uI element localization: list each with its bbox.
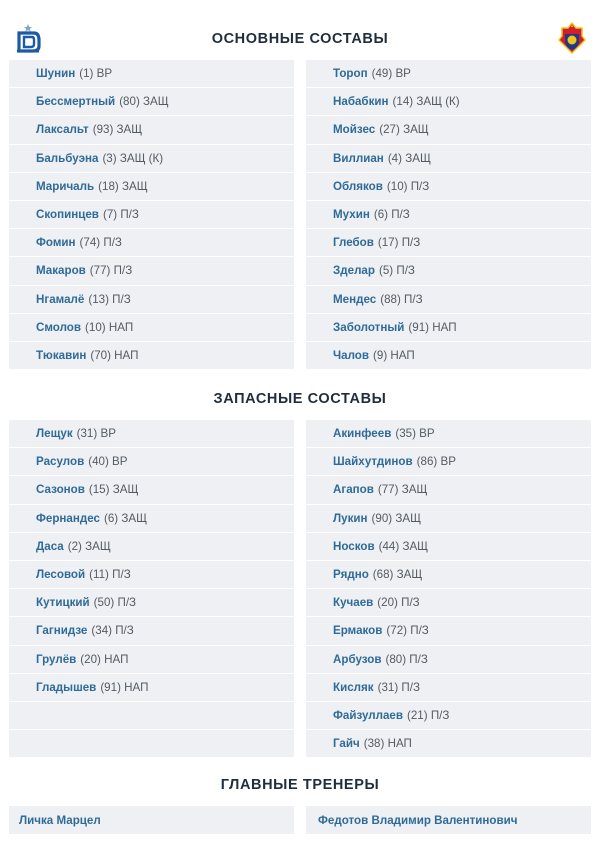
player-row <box>306 229 591 257</box>
player-name-link[interactable]: Лаксальт <box>36 123 89 137</box>
player-number-position: (6) П/З <box>373 208 410 222</box>
player-name-link[interactable]: Файзуллаев <box>333 708 403 722</box>
player-name-link[interactable]: Бессмертный <box>36 95 116 109</box>
player-number-position: (31) П/З <box>377 680 420 694</box>
away-main-lineup <box>306 60 591 370</box>
player-row <box>9 88 294 116</box>
player-row <box>306 646 591 674</box>
player-name-link[interactable]: Набабкин <box>333 95 389 109</box>
player-name-link[interactable]: Носков <box>333 539 375 553</box>
home-substitutes <box>9 420 294 758</box>
player-name-link[interactable]: Кучаев <box>333 596 374 610</box>
player-row <box>9 702 294 730</box>
player-name-link[interactable]: Нгамалё <box>36 292 85 306</box>
player-row <box>9 173 294 201</box>
player-name-link[interactable]: Зделар <box>333 264 375 278</box>
player-name-link[interactable]: Мойзес <box>333 123 376 137</box>
player-row <box>9 730 294 758</box>
player-row <box>306 60 591 88</box>
player-number-position: (14) ЗАЩ (К) <box>392 95 460 109</box>
player-number-position: (77) П/З <box>89 264 133 278</box>
player-number-position: (10) НАП <box>85 320 134 334</box>
player-name-link[interactable]: Лещук <box>36 427 73 441</box>
player-name-link[interactable]: Лесовой <box>36 568 86 582</box>
player-row <box>306 448 591 476</box>
player-number-position: (5) П/З <box>378 264 415 278</box>
player-row <box>306 116 591 144</box>
player-name-link[interactable]: Даса <box>36 539 64 553</box>
player-row <box>9 257 294 285</box>
player-name-link[interactable]: Гагнидзе <box>36 624 88 638</box>
player-name-link[interactable]: Грулёв <box>36 652 77 666</box>
player-row <box>306 505 591 533</box>
player-row <box>306 257 591 285</box>
player-number-position: (77) ЗАЩ <box>377 483 428 497</box>
player-number-position: (44) ЗАЩ <box>378 539 429 553</box>
player-row <box>9 617 294 645</box>
player-row <box>306 286 591 314</box>
player-row <box>9 60 294 88</box>
player-row <box>9 674 294 702</box>
player-name-link[interactable]: Гладышев <box>36 680 97 694</box>
player-name-link[interactable]: Обляков <box>333 179 383 193</box>
player-number-position: (93) ЗАЩ <box>92 123 143 137</box>
player-number-position: (74) П/З <box>79 236 122 250</box>
player-number-position: (15) ЗАЩ <box>88 483 139 497</box>
player-number-position: (34) П/З <box>91 624 134 638</box>
player-name-link[interactable]: Маричаль <box>36 179 95 193</box>
player-number-position: (6) ЗАЩ <box>103 511 147 525</box>
player-number-position: (11) П/З <box>89 568 131 582</box>
player-row <box>9 476 294 504</box>
player-number-position: (9) НАП <box>373 348 415 362</box>
player-number-position: (91) НАП <box>408 320 457 334</box>
player-row <box>9 589 294 617</box>
player-row <box>306 173 591 201</box>
player-name-link[interactable]: Глебов <box>333 236 374 250</box>
player-name-link[interactable]: Бальбуэна <box>36 151 99 165</box>
player-row <box>306 314 591 342</box>
player-row <box>306 476 591 504</box>
player-row <box>9 201 294 229</box>
player-number-position: (70) НАП <box>90 348 139 362</box>
player-name-link[interactable]: Фернандес <box>36 511 100 525</box>
player-number-position: (35) ВР <box>395 427 435 441</box>
player-number-position: (7) П/З <box>102 208 139 222</box>
player-name-link[interactable]: Шайхутдинов <box>333 455 413 469</box>
player-number-position: (21) П/З <box>407 708 450 722</box>
player-number-position: (80) П/З <box>385 652 428 666</box>
player-number-position: (49) ВР <box>371 67 411 81</box>
player-row <box>306 730 591 758</box>
player-number-position: (90) ЗАЩ <box>371 511 421 525</box>
player-name-link[interactable]: Акинфеев <box>333 427 392 441</box>
away-substitutes <box>306 420 591 758</box>
player-number-position: (80) ЗАЩ <box>119 95 169 109</box>
player-number-position: (88) П/З <box>380 292 423 306</box>
player-name-link[interactable]: Сазонов <box>36 483 85 497</box>
player-number-position: (68) ЗАЩ <box>372 568 423 582</box>
away-coach[interactable]: Федотов Владимир Валентинович <box>306 806 591 834</box>
player-number-position: (4) ЗАЩ <box>387 151 431 165</box>
player-row <box>306 589 591 617</box>
player-row <box>306 533 591 561</box>
player-name-link[interactable]: Гайч <box>333 737 360 751</box>
player-name-link[interactable]: Макаров <box>36 264 86 278</box>
player-number-position: (20) НАП <box>80 652 129 666</box>
player-row <box>9 646 294 674</box>
main-lineups-heading: ОСНОВНЫЕ СОСТАВЫ <box>211 31 389 47</box>
player-name-link[interactable]: Чалов <box>333 348 370 362</box>
player-name-link[interactable]: Арбузов <box>333 652 382 666</box>
player-name-link[interactable]: Смолов <box>36 320 82 334</box>
player-number-position: (13) П/З <box>88 292 131 306</box>
player-row <box>9 145 294 173</box>
player-row <box>306 88 591 116</box>
player-name-link[interactable]: Рядно <box>333 568 369 582</box>
player-name-link[interactable]: Агапов <box>333 483 374 497</box>
player-row <box>306 145 591 173</box>
player-name-link[interactable]: Кисляк <box>333 680 374 694</box>
player-number-position: (1) ВР <box>79 67 113 81</box>
player-name-link[interactable]: Ермаков <box>333 624 383 638</box>
player-name-link[interactable]: Шунин <box>36 67 76 81</box>
player-row <box>306 342 591 370</box>
head-coaches-heading: ГЛАВНЫЕ ТРЕНЕРЫ <box>220 777 380 793</box>
player-number-position: (17) П/З <box>377 236 421 250</box>
player-name-link[interactable]: Тюкавин <box>36 348 87 362</box>
player-number-position: (18) ЗАЩ <box>98 179 148 193</box>
player-name-link[interactable]: Скопинцев <box>36 208 99 222</box>
player-row <box>9 116 294 144</box>
player-name-link[interactable]: Тороп <box>333 67 368 81</box>
player-row <box>306 617 591 645</box>
player-number-position: (20) П/З <box>377 596 420 610</box>
player-number-position: (38) НАП <box>363 737 412 751</box>
player-row <box>9 505 294 533</box>
player-name-link[interactable]: Расулов <box>36 455 85 469</box>
player-row <box>9 342 294 370</box>
player-number-position: (3) ЗАЩ (К) <box>102 151 164 165</box>
player-name-link[interactable]: Заболотный <box>333 320 405 334</box>
player-name-link[interactable]: Кутицкий <box>36 596 90 610</box>
player-row <box>9 561 294 589</box>
player-name-link[interactable]: Виллиан <box>333 151 384 165</box>
player-number-position: (2) ЗАЩ <box>67 539 111 553</box>
player-row <box>9 286 294 314</box>
player-name-link[interactable]: Фомин <box>36 236 76 250</box>
player-number-position: (91) НАП <box>100 680 149 694</box>
substitutes-heading: ЗАПАСНЫЕ СОСТАВЫ <box>213 391 387 407</box>
player-number-position: (50) П/З <box>93 596 137 610</box>
player-row <box>9 420 294 448</box>
player-row <box>306 561 591 589</box>
player-row <box>9 448 294 476</box>
player-row <box>306 201 591 229</box>
player-number-position: (72) П/З <box>386 624 429 638</box>
player-name-link[interactable]: Лукин <box>333 511 368 525</box>
home-main-lineup <box>9 60 294 370</box>
player-row <box>9 229 294 257</box>
player-name-link[interactable]: Мендес <box>333 292 377 306</box>
player-row <box>9 533 294 561</box>
player-number-position: (27) ЗАЩ <box>379 123 429 137</box>
home-coach[interactable]: Личка Марцел <box>9 806 294 834</box>
player-row <box>306 702 591 730</box>
player-row <box>306 420 591 448</box>
player-number-position: (10) П/З <box>386 179 430 193</box>
player-name-link[interactable]: Мухин <box>333 208 370 222</box>
player-row <box>9 314 294 342</box>
player-number-position: (31) ВР <box>76 427 116 441</box>
player-number-position: (40) ВР <box>88 455 128 469</box>
player-number-position: (86) ВР <box>416 455 456 469</box>
player-row <box>306 674 591 702</box>
